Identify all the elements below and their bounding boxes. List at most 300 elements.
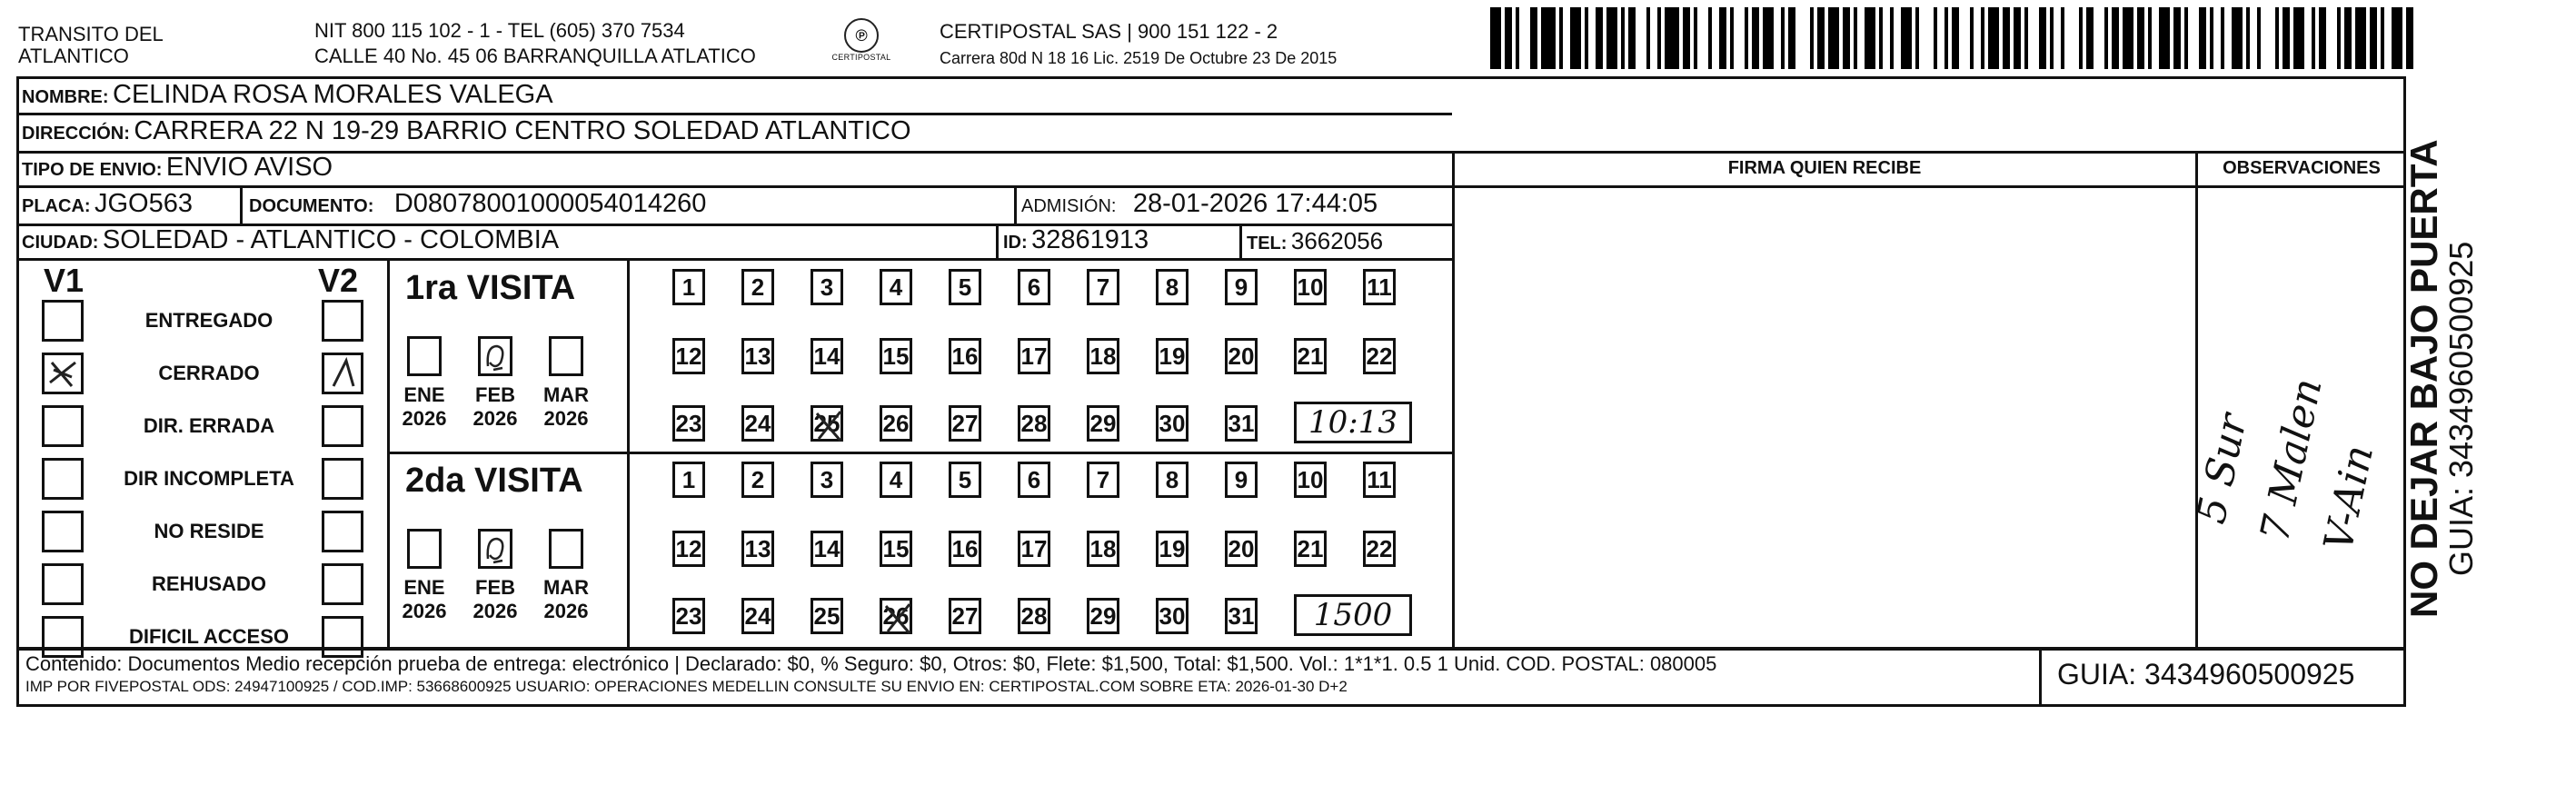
barcode-bar <box>2173 7 2181 69</box>
barcode-bar <box>2250 7 2257 69</box>
barcode-bar <box>2224 7 2232 69</box>
day-number: 26 <box>882 601 910 630</box>
company-line-1: TRANSITO DEL <box>18 23 164 45</box>
barcode-bar <box>2028 7 2039 69</box>
barcode-bar <box>1788 7 1795 69</box>
certipostal-logo <box>825 18 898 62</box>
day-number: 30 <box>1159 409 1186 437</box>
v2-checkbox-0[interactable] <box>322 300 363 342</box>
tipo-value: ENVIO AVISO <box>165 153 333 182</box>
visit2-title: 2da VISITA <box>405 462 583 500</box>
visit1-day-box[interactable] <box>1156 269 1189 305</box>
visit2-day-box[interactable] <box>1225 462 1258 498</box>
day-number: 2 <box>751 465 765 493</box>
barcode-bar <box>1883 7 1890 69</box>
visit2-day-box[interactable] <box>1363 462 1396 498</box>
day-number: 18 <box>1089 342 1117 370</box>
visit2-month-label <box>397 576 452 623</box>
visit2-month-box-feb[interactable] <box>478 529 512 569</box>
logo-icon: ℗ <box>844 18 879 53</box>
visit1-time-value: 10:13 <box>1308 404 1397 441</box>
month-name: ENE <box>403 383 445 406</box>
visit1-day-box[interactable] <box>1087 405 1119 442</box>
barcode-bar <box>1519 7 1530 69</box>
day-number: 27 <box>951 409 979 437</box>
visit2-day-box[interactable] <box>741 462 774 498</box>
day-number: 10 <box>1297 273 1324 301</box>
day-number: 23 <box>675 409 702 437</box>
visit2-day-box[interactable] <box>1087 598 1119 634</box>
visit1-day-box[interactable] <box>880 405 912 442</box>
col-divider <box>1014 185 1017 224</box>
visit1-day-box[interactable] <box>811 269 843 305</box>
day-number: 22 <box>1366 342 1393 370</box>
visit2-day-box[interactable] <box>1294 531 1327 567</box>
barcode-bar <box>2039 7 2046 69</box>
visit2-day-box[interactable] <box>741 531 774 567</box>
visit2-day-box[interactable] <box>1087 462 1119 498</box>
nit-line: NIT 800 115 102 - 1 - TEL (605) 370 7534 <box>314 19 685 42</box>
day-number: 3 <box>820 273 834 301</box>
day-number: 23 <box>675 601 702 630</box>
row-divider <box>16 113 1452 115</box>
documento-value: D08078001000054014260 <box>393 189 707 218</box>
day-number: 28 <box>1020 601 1048 630</box>
day-number: 25 <box>813 409 840 437</box>
side-guia: GUIA: 3434960500925 <box>2442 241 2480 576</box>
cross-mark-icon <box>813 408 846 451</box>
check-mark-icon <box>481 532 510 566</box>
v2-checkbox-5[interactable] <box>322 563 363 605</box>
month-year: 2026 <box>543 407 589 430</box>
barcode-bar <box>2112 7 2119 69</box>
check-mark-icon <box>481 339 510 373</box>
visit2-month-box-ene[interactable] <box>407 529 442 569</box>
day-number: 1 <box>681 465 696 493</box>
barcode-bar <box>1734 7 1745 69</box>
issuer-info <box>314 20 756 67</box>
day-number: 4 <box>889 273 903 301</box>
visit2-time-box[interactable] <box>1294 594 1412 636</box>
barcode-bar <box>2261 7 2275 69</box>
day-number: 9 <box>1234 273 1248 301</box>
day-number: 20 <box>1228 342 1255 370</box>
visit2-day-box[interactable] <box>1018 462 1050 498</box>
day-number: 5 <box>958 273 972 301</box>
barcode-bar <box>1650 7 1657 69</box>
month-name: FEB <box>475 576 515 599</box>
visit1-day-box[interactable] <box>1294 338 1327 374</box>
visit2-day-box[interactable] <box>811 598 843 634</box>
visit2-day-box[interactable] <box>1018 531 1050 567</box>
visit2-day-box[interactable] <box>880 531 912 567</box>
barcode-bar <box>1828 7 1839 69</box>
status-label: DIR. ERRADA <box>143 414 275 437</box>
visit1-day-box[interactable] <box>1018 405 1050 442</box>
v1-label: V1 <box>44 262 85 299</box>
observaciones-notes <box>2188 318 2406 645</box>
status-label: NO RESIDE <box>154 520 264 542</box>
tipo-row <box>22 153 333 183</box>
v1-checkbox-4[interactable] <box>42 511 84 552</box>
visit1-day-box[interactable] <box>811 405 843 442</box>
tel-label: TEL: <box>1247 234 1288 253</box>
visit1-day-box[interactable] <box>1294 269 1327 305</box>
barcode-bar <box>1636 7 1646 69</box>
day-number: 20 <box>1228 534 1255 562</box>
status-label: ENTREGADO <box>144 309 274 332</box>
day-number: 29 <box>1089 601 1117 630</box>
visit1-title: 1ra VISITA <box>405 269 576 307</box>
barcode-bar <box>2392 7 2402 69</box>
visit2-month-label <box>468 576 522 623</box>
visit2-month-box-mar[interactable] <box>549 529 583 569</box>
firma-header: FIRMA QUIEN RECIBE <box>1727 158 1922 178</box>
month-year: 2026 <box>402 600 447 622</box>
barcode-bar <box>1901 7 1912 69</box>
visit2-day-box[interactable] <box>1225 531 1258 567</box>
v1-checkbox-3[interactable] <box>42 458 84 500</box>
day-number: 17 <box>1020 342 1048 370</box>
day-number: 1 <box>681 273 696 301</box>
barcode-bar <box>1683 7 1690 69</box>
visit1-month-box-mar[interactable] <box>549 336 583 376</box>
certipostal-line: CERTIPOSTAL SAS | 900 151 122 - 2 <box>940 20 1278 43</box>
month-year: 2026 <box>472 407 518 430</box>
barcode-bar <box>1628 7 1636 69</box>
barcode-bar <box>2199 7 2206 69</box>
barcode-bar <box>2014 7 2021 69</box>
visit1-time-box[interactable] <box>1294 402 1412 443</box>
day-number: 15 <box>882 342 910 370</box>
visit2-day-box[interactable] <box>1363 531 1396 567</box>
barcode-bar <box>1505 7 1512 69</box>
visit2-day-box[interactable] <box>880 598 912 634</box>
admision-label: ADMISIÓN: <box>1021 196 1117 216</box>
footer-line-2: IMP POR FIVEPOSTAL ODS: 24947100925 / COD.IMP: 53668600925 USUARIO: OPERACIONES MEDELLIN CONSULTE SU ENVIO EN: CERTIPOSTAL.COM SOBRE ETA: 2026-01-30 D+2 <box>25 678 1348 695</box>
barcode-bar <box>1719 7 1726 69</box>
visit2-day-box[interactable] <box>672 531 705 567</box>
barcode-bar <box>1988 7 1999 69</box>
status-label: CERRADO <box>158 362 260 384</box>
status-label: REHUSADO <box>152 572 266 595</box>
barcode-bar <box>1974 7 1981 69</box>
visit2-day-box[interactable] <box>741 598 774 634</box>
visit1-day-box[interactable] <box>1363 338 1396 374</box>
day-number: 8 <box>1165 465 1179 493</box>
day-number: 13 <box>744 534 771 562</box>
observaciones-header: OBSERVACIONES <box>2223 158 2381 178</box>
day-number: 29 <box>1089 409 1117 437</box>
barcode-bar <box>1563 7 1570 69</box>
placa-cell <box>22 189 193 219</box>
admision-value: 28-01-2026 17:44:05 <box>1132 189 1378 218</box>
barcode-bar <box>1919 7 1934 69</box>
barcode-bar <box>2213 7 2221 69</box>
day-number: 26 <box>882 409 910 437</box>
visit1-month-box-feb[interactable] <box>478 336 512 376</box>
company-name <box>18 24 164 67</box>
visit1-month-label <box>539 383 593 431</box>
nombre-row <box>22 80 553 110</box>
tipo-label: TIPO DE ENVIO: <box>22 160 163 180</box>
barcode-bar <box>1843 7 1850 69</box>
barcode-bar <box>1588 7 1596 69</box>
handwritten-note-3: V-Ain <box>2315 441 2383 555</box>
visit1-day-box[interactable] <box>1225 405 1258 442</box>
visit1-day-box[interactable] <box>1156 405 1189 442</box>
visit1-day-box[interactable] <box>741 338 774 374</box>
day-number: 16 <box>951 534 979 562</box>
barcode-bar <box>1959 7 1970 69</box>
visit1-month-label <box>397 383 452 431</box>
barcode-bar <box>2152 7 2159 69</box>
month-year: 2026 <box>402 407 447 430</box>
visit1-day-box[interactable] <box>741 405 774 442</box>
visit2-day-box[interactable] <box>949 462 981 498</box>
v2-label: V2 <box>318 262 359 299</box>
id-cell <box>1003 225 1149 255</box>
day-number: 31 <box>1228 601 1255 630</box>
direccion-row <box>22 116 911 146</box>
day-number: 10 <box>1297 465 1324 493</box>
day-number: 6 <box>1027 465 1041 493</box>
row-divider <box>16 151 2406 154</box>
barcode-bar <box>2355 7 2366 69</box>
col-divider <box>996 224 999 258</box>
status-label: DIR INCOMPLETA <box>124 467 294 490</box>
barcode-bar <box>2232 7 2243 69</box>
barcode-bar <box>1490 7 1501 69</box>
visit2-day-box[interactable] <box>880 462 912 498</box>
barcode-bar <box>1665 7 1679 69</box>
ciudad-label: CIUDAD: <box>22 233 99 253</box>
barcode-bar <box>1712 7 1719 69</box>
day-number: 12 <box>675 342 702 370</box>
nombre-value: CELINDA ROSA MORALES VALEGA <box>113 80 553 109</box>
day-number: 19 <box>1159 534 1186 562</box>
visit2-time-value: 1500 <box>1313 597 1393 633</box>
day-number: 14 <box>813 342 840 370</box>
signature-area[interactable] <box>1454 187 2195 647</box>
day-number: 19 <box>1159 342 1186 370</box>
visit1-day-box[interactable] <box>1156 338 1189 374</box>
v1-checkbox-0[interactable] <box>42 300 84 342</box>
v2-checkbox-3[interactable] <box>322 458 363 500</box>
row-divider <box>16 258 1452 261</box>
month-name: FEB <box>475 383 515 406</box>
day-number: 28 <box>1020 409 1048 437</box>
visit2-month-label <box>539 576 593 623</box>
col-divider <box>1239 224 1242 258</box>
barcode-bar <box>2054 7 2061 69</box>
day-number: 27 <box>951 601 979 630</box>
visit-divider <box>387 452 1454 454</box>
barcode-bar <box>1596 7 1603 69</box>
month-name: ENE <box>403 576 445 599</box>
day-number: 14 <box>813 534 840 562</box>
status-label: DIFICIL ACCESO <box>128 625 289 648</box>
visit2-day-box[interactable] <box>1156 462 1189 498</box>
visit2-day-box[interactable] <box>1294 462 1327 498</box>
day-number: 17 <box>1020 534 1048 562</box>
barcode-bar <box>2384 7 2392 69</box>
day-number: 16 <box>951 342 979 370</box>
v2-checkbox-1[interactable] <box>322 353 363 394</box>
footer-guia: GUIA: 3434960500925 <box>2057 658 2355 691</box>
barcode-bar <box>1937 7 1944 69</box>
day-number: 11 <box>1367 465 1392 493</box>
day-number: 18 <box>1089 534 1117 562</box>
direccion-label: DIRECCIÓN: <box>22 124 130 144</box>
barcode-bar <box>1530 7 1537 69</box>
day-number: 24 <box>744 409 771 437</box>
visit1-day-box[interactable] <box>949 405 981 442</box>
barcode-bar <box>2319 7 2326 69</box>
barcode-bar <box>2344 7 2352 69</box>
barcode-bar <box>2159 7 2170 69</box>
visit2-day-box[interactable] <box>1018 598 1050 634</box>
v1-checkbox-5[interactable] <box>42 563 84 605</box>
barcode-bar <box>1952 7 1959 69</box>
col-divider <box>387 258 390 647</box>
day-number: 5 <box>958 465 972 493</box>
visit1-day-box[interactable] <box>880 338 912 374</box>
col-divider <box>240 185 243 224</box>
day-number: 21 <box>1297 534 1324 562</box>
day-number: 22 <box>1366 534 1393 562</box>
visit1-month-box-ene[interactable] <box>407 336 442 376</box>
direccion-value: CARRERA 22 N 19-29 BARRIO CENTRO SOLEDAD ATLANTICO <box>134 116 911 145</box>
barcode-bar <box>1763 7 1774 69</box>
license-line: Carrera 80d N 18 16 Lic. 2519 De Octubre 23 De 2015 <box>940 49 1338 67</box>
visit2-day-box[interactable] <box>1087 531 1119 567</box>
barcode-bar <box>1894 7 1901 69</box>
visit2-day-box[interactable] <box>949 598 981 634</box>
visit1-day-box[interactable] <box>741 269 774 305</box>
visit1-month-label <box>468 383 522 431</box>
address-line: CALLE 40 No. 45 06 BARRANQUILLA ATLATICO <box>314 45 756 67</box>
visit1-day-box[interactable] <box>949 338 981 374</box>
v2-checkbox-2[interactable] <box>322 405 363 447</box>
company-line-2: ATLANTICO <box>18 45 129 67</box>
visit1-day-box[interactable] <box>672 405 705 442</box>
visit1-day-box[interactable] <box>1018 338 1050 374</box>
visit1-day-box[interactable] <box>811 338 843 374</box>
barcode-bar <box>1774 7 1781 69</box>
barcode-bar <box>2283 7 2290 69</box>
visit1-day-box[interactable] <box>1087 338 1119 374</box>
barcode-bar <box>2137 7 2144 69</box>
day-number: 3 <box>820 465 834 493</box>
check-mark-icon <box>324 355 361 392</box>
side-title: NO DEJAR BAJO PUERTA <box>2402 139 2445 618</box>
id-value: 32861913 <box>1031 225 1149 254</box>
check-mark-icon <box>45 355 81 392</box>
barcode-bar <box>1541 7 1556 69</box>
day-number: 4 <box>889 465 903 493</box>
certipostal-info <box>940 20 1337 68</box>
day-number: 30 <box>1159 601 1186 630</box>
barcode-bar <box>2293 7 2304 69</box>
barcode-bar <box>1752 7 1759 69</box>
visit2-day-box[interactable] <box>672 462 705 498</box>
barcode-bar <box>2326 7 2337 69</box>
day-number: 7 <box>1096 273 1110 301</box>
barcode-bar <box>1606 7 1617 69</box>
visit2-day-box[interactable] <box>672 598 705 634</box>
footer-line-1: Contenido: Documentos Medio recepción prueba de entrega: electrónico | Declarado: $0, % Seguro: $0, Otros: $0, Flete: $1,500, Total: $1,500. Vol.: 1*1*1. 0.5 1 Unid. COD. POSTAL: 080005 <box>25 652 1717 675</box>
visit1-day-box[interactable] <box>1225 338 1258 374</box>
documento-label: DOCUMENTO: <box>249 196 374 216</box>
day-number: 13 <box>744 342 771 370</box>
barcode-bar <box>2370 7 2377 69</box>
barcode-bar <box>2086 7 2094 69</box>
placa-value: JGO563 <box>94 189 193 218</box>
day-number: 2 <box>751 273 765 301</box>
day-number: 12 <box>675 534 702 562</box>
barcode-bar <box>2406 7 2413 69</box>
day-number: 24 <box>744 601 771 630</box>
handwritten-note-2: 7 Malen <box>2252 374 2332 546</box>
barcode-bar <box>2188 7 2199 69</box>
barcode-bar <box>2123 7 2133 69</box>
visit2-day-box[interactable] <box>1225 598 1258 634</box>
visit2-day-box[interactable] <box>1156 531 1189 567</box>
tel-cell <box>1247 227 1383 255</box>
ciudad-value: SOLEDAD - ATLANTICO - COLOMBIA <box>102 225 560 254</box>
visit2-day-box[interactable] <box>1156 598 1189 634</box>
v1-checkbox-2[interactable] <box>42 405 84 447</box>
day-number: 7 <box>1096 465 1110 493</box>
placa-label: PLACA: <box>22 196 91 216</box>
visit2-day-box[interactable] <box>811 531 843 567</box>
day-number: 6 <box>1027 273 1041 301</box>
visit1-day-box[interactable] <box>949 269 981 305</box>
nombre-label: NOMBRE: <box>22 87 109 107</box>
barcode-bar <box>1857 7 1865 69</box>
visit2-day-box[interactable] <box>811 462 843 498</box>
day-number: 21 <box>1297 342 1324 370</box>
cross-mark-icon <box>882 601 915 643</box>
barcode-bar <box>1817 7 1825 69</box>
visit1-day-box[interactable] <box>1225 269 1258 305</box>
barcode-bar <box>1795 7 1810 69</box>
visit1-day-box[interactable] <box>672 338 705 374</box>
visit1-day-box[interactable] <box>1018 269 1050 305</box>
month-year: 2026 <box>472 600 518 622</box>
day-number: 8 <box>1165 273 1179 301</box>
visit1-day-box[interactable] <box>880 269 912 305</box>
v2-checkbox-4[interactable] <box>322 511 363 552</box>
visit2-day-box[interactable] <box>949 531 981 567</box>
col-divider <box>627 258 630 647</box>
day-number: 15 <box>882 534 910 562</box>
visit1-day-box[interactable] <box>1363 269 1396 305</box>
logo-text: CERTIPOSTAL <box>831 53 891 62</box>
barcode-bar <box>2304 7 2312 69</box>
barcode-bar <box>2094 7 2104 69</box>
day-number: 25 <box>813 601 840 630</box>
admision-cell <box>1021 189 1378 219</box>
barcode-bar <box>2413 7 2417 69</box>
barcode-bar <box>2064 7 2079 69</box>
visit1-day-box[interactable] <box>672 269 705 305</box>
documento-cell <box>249 189 706 219</box>
v1-checkbox-1[interactable] <box>42 353 84 394</box>
visit1-day-box[interactable] <box>1087 269 1119 305</box>
id-label: ID: <box>1003 233 1028 253</box>
